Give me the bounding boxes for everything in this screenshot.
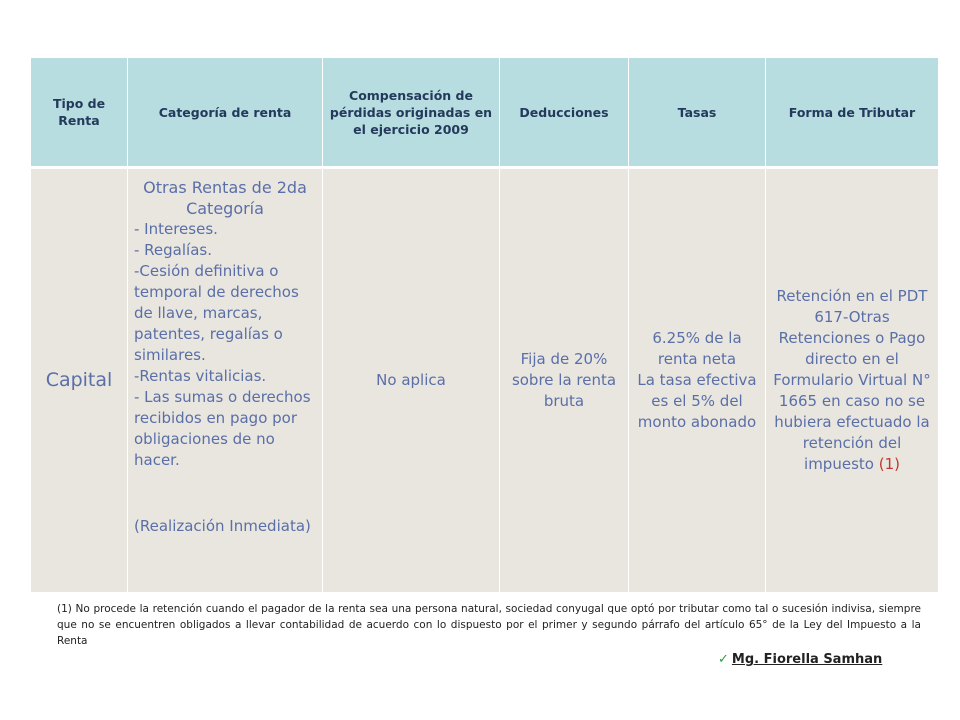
checkmark-icon: ✓ [718,652,729,667]
header-tipo: Tipo de Renta [31,58,128,168]
footnote: (1) No procede la retención cuando el pagador de la renta sea una persona natural, sociedad conyugal que optó por tributar como tal o sucesión indivisa, siempre que no se encuentren obligados a llevar contabilidad de acuerdo con lo dispuesto por el primer y segundo párrafo del artículo 65° de la Ley del Impuesto a la Renta [57,603,921,647]
forma-text: Retención en el PDT 617-Otras Retenciones o Pago directo en el Formulario Virtual N° 1665 en caso no se hubiera efectuado la retención del impuesto [773,287,931,473]
categoria-item: - Regalías. [134,241,212,259]
cell-categoria [128,168,323,593]
categoria-item: -Rentas vitalicias. [134,367,267,385]
categoria-footer: (Realización Inmediata) [134,517,311,535]
tasas-line2: La tasa efectiva es el 5% del monto abonado [637,371,757,431]
cell-tasas [629,168,766,593]
header-forma: Forma de Tributar [766,58,939,168]
header-categoria: Categoría de renta [128,58,323,168]
header-deducciones: Deducciones [500,58,629,168]
cell-compensacion: No aplica [323,168,500,593]
categoria-item: - Las sumas o derechos recibidos en pago por obligaciones de no hacer. [134,388,311,469]
table-header-row [31,58,939,168]
cell-deducciones: Fija de 20% sobre la renta bruta [500,168,629,593]
header-compensacion: Compensación de pérdidas originadas en el ejercicio 2009 [323,58,500,168]
renta-table [30,57,939,593]
signature [718,652,882,667]
categoria-item: - Intereses. [134,220,218,238]
author-name: Mg. Fiorella Samhan [731,652,883,667]
forma-reference: (1) [878,455,900,473]
cell-tipo: Capital [31,168,128,593]
header-tasas: Tasas [629,58,766,168]
cell-forma [766,168,939,593]
tasas-line1: 6.25% de la renta neta [652,329,742,368]
categoria-item: -Cesión definitiva o temporal de derechos de llave, marcas, patentes, regalías o similares. [134,262,299,364]
categoria-title: Otras Rentas de 2da Categoría [143,178,307,218]
table-row [31,168,939,593]
